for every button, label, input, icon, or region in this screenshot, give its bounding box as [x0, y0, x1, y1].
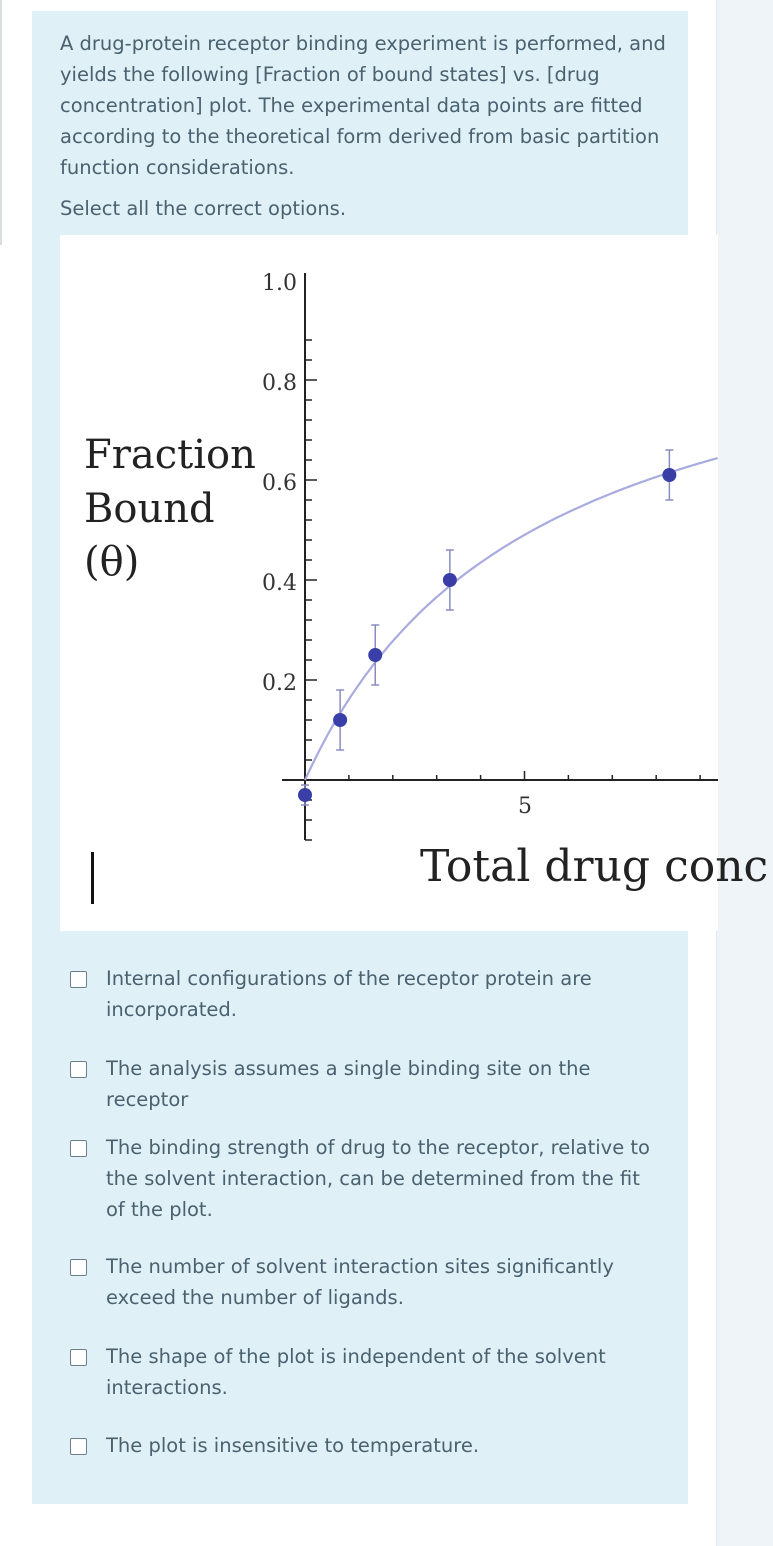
option-checkbox[interactable]	[70, 1438, 87, 1455]
data-points	[298, 450, 676, 805]
data-point	[333, 713, 347, 727]
data-point	[368, 648, 382, 662]
xlabel: Total drug conc	[420, 841, 769, 892]
question-text	[60, 28, 670, 224]
plot-axes	[282, 273, 718, 840]
right-side-panel	[716, 0, 773, 1546]
option-checkbox[interactable]	[70, 1140, 87, 1157]
question-prompt: A drug-protein receptor binding experiment is performed, and yields the following [Fraction of bound states] vs. [drug concentration] plot. The experimental data points are fitted according to the theoretical form derived from basic partition function considerations.	[60, 32, 666, 179]
data-point	[298, 788, 312, 802]
xtick-label: 5	[518, 794, 532, 819]
ytick-label: 0.8	[262, 371, 297, 396]
ytick-label: 0.6	[262, 471, 297, 496]
x-ticks	[349, 771, 700, 780]
data-point	[662, 468, 676, 482]
question-instruction: Select all the correct options.	[60, 197, 347, 220]
option-label: The plot is insensitive to temperature.	[106, 1434, 480, 1457]
fit-curve	[305, 458, 718, 780]
option-checkbox[interactable]	[70, 1349, 87, 1366]
option-label: Internal configurations of the receptor protein are incorporated.	[106, 967, 592, 1021]
ytick-label: 1.0	[262, 271, 297, 296]
option-label: The shape of the plot is independent of the solvent interactions.	[106, 1345, 606, 1399]
question-figure	[60, 235, 769, 931]
option-label: The number of solvent interaction sites significantly exceed the number of ligands.	[106, 1255, 614, 1309]
data-point	[443, 573, 457, 587]
binding-plot	[60, 235, 769, 931]
ytick-label: 0.4	[262, 571, 297, 596]
left-panel-edge	[0, 0, 2, 245]
option-checkbox[interactable]	[70, 1259, 87, 1276]
text-cursor	[91, 852, 94, 904]
ylabel-line1: Fraction	[84, 432, 256, 478]
ylabel-line2: Bound	[84, 486, 215, 532]
option-checkbox[interactable]	[70, 1061, 87, 1078]
option-label: The analysis assumes a single binding site on the receptor	[106, 1057, 591, 1111]
ylabel-line3: (θ)	[84, 539, 140, 585]
option-checkbox[interactable]	[70, 971, 87, 988]
option-label: The binding strength of drug to the receptor, relative to the solvent interaction, can be determined from the fit of the plot.	[106, 1136, 650, 1221]
ytick-label: 0.2	[262, 671, 297, 696]
